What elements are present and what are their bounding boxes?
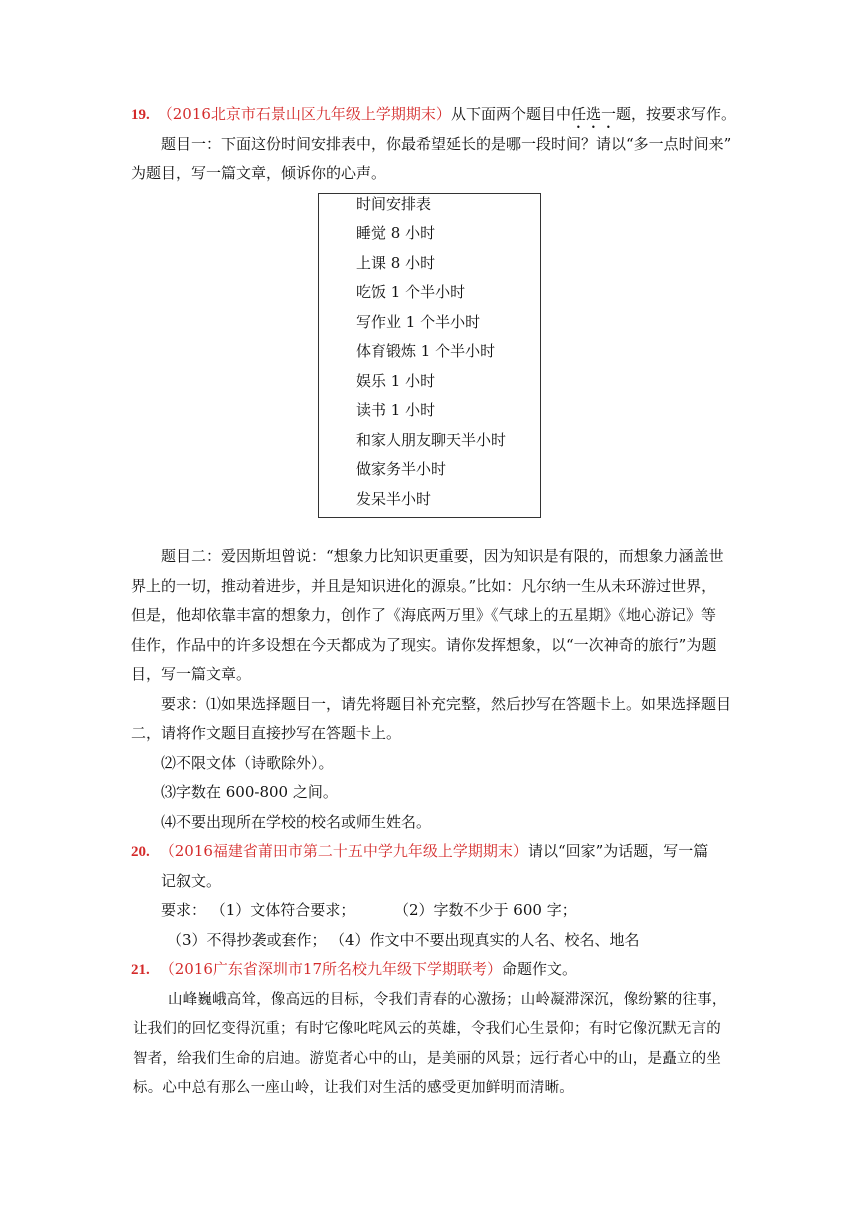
q21-passage-line: 山峰巍峨高耸，像高远的目标，令我们青春的心激扬；山岭凝滞深沉，像纷繁的往事， [168,992,727,1008]
q20-text-b: 记叙文。 [161,872,222,890]
schedule-item: 上课 8 小时 [356,254,436,272]
q21-text-a: 命题作文。 [502,960,578,978]
q19-requirement-line: ⑶字数在 600-800 之间。 [161,783,338,801]
q19-topic2-line: 题目二：爱因斯坦曾说：“想象力比知识更重要，因为知识是有限的，而想象力涵盖世 [161,547,724,565]
schedule-item: 体育锻炼 1 个半小时 [356,342,496,360]
q21-passage-line: 让我们的回忆变得沉重；有时它像叱咤风云的英雄，令我们心生景仰；有时它像沉默无言的 [133,1021,721,1037]
q21-heading [131,959,577,980]
q19-requirement-line: ⑷不要出现所在学校的校名或师生姓名。 [161,813,432,831]
q20-heading [131,841,708,862]
schedule-item: 和家人朋友聊天半小时 [356,431,507,449]
schedule-item: 吃饭 1 个半小时 [356,283,466,301]
schedule-item: 做家务半小时 [356,460,447,478]
q20-requirement-1b: （2）字数不少于 600 字； [394,901,577,919]
q20-number: 20. [131,844,150,860]
q19-number: 19. [131,107,150,123]
q20-requirement-2a: （3）不得抄袭或套作； [167,931,327,949]
q19-instruction-emphasis: 任选一 [570,105,616,123]
q19-heading [131,104,736,132]
q20-text-a: 请以“回家”为话题，写一篇 [527,842,709,860]
q19-instruction-b: 题，按要求写作。 [615,105,736,123]
q19-topic2-line: 佳作，作品中的许多设想在今天都成为了现实。请你发挥想象，以“一次神奇的旅行”为题 [131,636,717,654]
q19-topic1-line2: 为题目，写一篇文章，倾诉你的心声。 [131,164,387,182]
q20-requirement-1a: 要求： （1）文体符合要求； [161,901,356,919]
q19-requirement-line: 要求：⑴如果选择题目一，请先将题目补充完整，然后抄写在答题卡上。如果选择题目 [161,695,732,713]
q19-topic1-line1: 题目一：下面这份时间安排表中，你最希望延长的是哪一段时间？请以“多一点时间来” [161,135,732,153]
schedule-item: 睡觉 8 小时 [356,224,436,242]
q20-requirement-2b: （4）作文中不要出现真实的人名、校名、地名 [330,931,640,949]
q19-topic2-line: 但是，他却依靠丰富的想象力，创作了《海底两万里》《气球上的五星期》《地心游记》等 [131,606,717,624]
schedule-item: 写作业 1 个半小时 [356,313,481,331]
q21-passage-line: 智者，给我们生命的启迪。游览者心中的山，是美丽的风景；远行者心中的山，是矗立的坐 [133,1051,721,1067]
q20-source: （2016福建省莆田市第二十五中学九年级上学期期末） [159,842,528,860]
schedule-title: 时间安排表 [356,195,432,213]
q19-source: （2016北京市石景山区九年级上学期期末） [157,105,451,123]
q19-requirement-line: 二，请将作文题目直接抄写在答题卡上。 [131,724,402,742]
q19-requirement-line: ⑵不限文体（诗歌除外）。 [161,754,334,772]
q19-topic2-line: 目，写一篇文章。 [131,665,252,683]
q21-source: （2016广东省深圳市17所名校九年级下学期联考） [159,960,503,978]
q19-instruction-a: 从下面两个题目中 [450,105,571,123]
schedule-table-box [318,193,541,518]
q21-number: 21. [131,962,150,978]
q19-topic2-line: 界上的一切，推动着进步，并且是知识进化的源泉。”比如：凡尔纳一生从未环游过世界， [131,577,717,595]
schedule-item: 娱乐 1 小时 [356,372,436,390]
schedule-item: 读书 1 小时 [356,401,436,419]
schedule-item: 发呆半小时 [356,490,432,508]
q21-passage-line: 标。心中总有那么一座山岭，让我们对生活的感受更加鲜明而清晰。 [133,1080,574,1096]
